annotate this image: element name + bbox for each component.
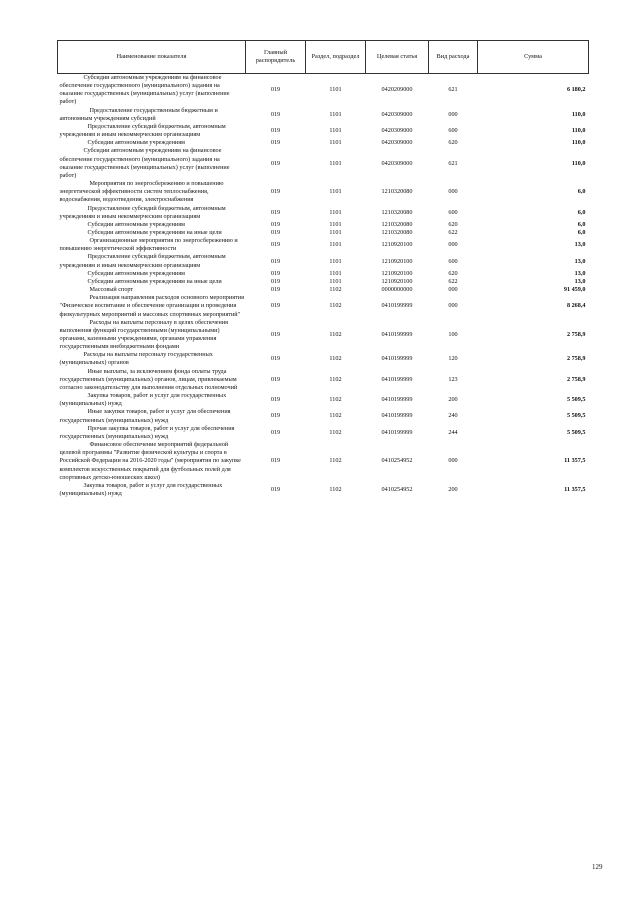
cell-sum: 8 268,4: [566, 302, 586, 310]
cell-admin: 019: [270, 375, 281, 383]
cell-section: 1101: [329, 228, 342, 236]
cell-name: Реализация направления расходов основного мероприятия "Физическое воспитание и обеспечение организации и проведения физкультурных мероприятий и массовых спортивных мероприятий": [59, 294, 244, 318]
cell-sum: 13,0: [574, 241, 586, 249]
cell-target: 1210320080: [381, 228, 413, 236]
cell-admin: 019: [270, 355, 281, 363]
cell-target: 0410199999: [381, 355, 413, 363]
cell-section: 1101: [329, 257, 342, 265]
cell-section: 1101: [329, 86, 342, 94]
table-row: [58, 139, 589, 147]
table-row: [58, 74, 589, 107]
table-row: [58, 441, 589, 482]
cell-admin: 019: [270, 241, 281, 249]
cell-expense: 000: [448, 286, 458, 294]
cell-expense: 000: [448, 457, 458, 465]
cell-sum: 13,0: [574, 269, 586, 277]
cell-target: 1210920100: [381, 277, 413, 285]
cell-name: Субсидии автономным учреждениям на финансовое обеспечение государственного (муниципального) задания на оказание государственных (муниципальных) услуг (выполнение работ): [59, 147, 230, 179]
cell-section: 1102: [329, 457, 342, 465]
cell-admin: 019: [270, 208, 281, 216]
cell-section: 1102: [329, 330, 342, 338]
cell-section: 1102: [329, 355, 342, 363]
cell-target: 0420309000: [381, 110, 413, 118]
table-row: [58, 351, 589, 367]
cell-section: 1101: [329, 208, 342, 216]
cell-target: 0410199999: [381, 412, 413, 420]
cell-admin: 019: [270, 139, 281, 147]
cell-admin: 019: [270, 269, 281, 277]
cell-name: Субсидии автономным учреждениям на финансовое обеспечение государственного (муниципального) задания на оказание государственных (муниципальных) услуг (выполнение работ): [59, 74, 230, 106]
cell-section: 1101: [329, 139, 342, 147]
cell-admin: 019: [270, 220, 281, 228]
cell-expense: 200: [448, 485, 458, 493]
cell-target: 1210320080: [381, 220, 413, 228]
table-row: [58, 286, 589, 294]
cell-name: Расходы на выплаты персоналу в целях обеспечения выполнения функций государственными (муниципальными) органами, казенными учреждениями, органами управления государственными внебюджетными фондами: [59, 318, 229, 351]
table-row: [58, 253, 589, 269]
cell-admin: 019: [270, 330, 281, 338]
cell-admin: 019: [270, 396, 281, 404]
table-row: [58, 278, 589, 286]
table-row: [58, 147, 589, 180]
cell-sum: 11 357,5: [564, 485, 586, 493]
cell-section: 1101: [329, 159, 342, 167]
cell-name: Прочая закупка товаров, работ и услуг для обеспечения государственных (муниципальных) нужд: [59, 424, 235, 440]
cell-name: Закупка товаров, работ и услуг для государственных (муниципальных) нужд: [59, 481, 223, 497]
cell-sum: 110,0: [571, 139, 586, 147]
cell-section: 1102: [329, 375, 342, 383]
cell-target: 1210320080: [381, 208, 413, 216]
cell-expense: 120: [448, 355, 458, 363]
cell-section: 1102: [329, 485, 342, 493]
cell-expense: 620: [448, 269, 458, 277]
budget-table: [57, 40, 589, 498]
table-row: [58, 229, 589, 237]
cell-sum: 5 509,5: [566, 396, 586, 404]
cell-expense: 620: [448, 220, 458, 228]
table-header-row: [58, 41, 589, 74]
header-name: Наименование показателя: [58, 41, 246, 74]
cell-admin: 019: [270, 188, 281, 196]
cell-sum: 6,0: [577, 228, 586, 236]
cell-target: 0420309000: [381, 159, 413, 167]
cell-section: 1102: [329, 412, 342, 420]
cell-name: Предоставление субсидий бюджетным, автономным учреждениям и иным некоммерческим организациям: [59, 204, 226, 220]
cell-expense: 600: [448, 127, 458, 135]
cell-target: 0410199999: [381, 428, 413, 436]
cell-admin: 019: [270, 457, 281, 465]
cell-target: 1210920100: [381, 269, 413, 277]
cell-name: Закупка товаров, работ и услуг для государственных (муниципальных) нужд: [59, 392, 227, 408]
cell-name: Финансовое обеспечение мероприятий федеральной целевой программы "Развитие физической культуры и спорта в Российской Федерации на 2016-2020 годы" (мероприятия по закупке комплектов искусственных покрытий для футбольных полей для спортивных детско-юношеских школ): [59, 441, 241, 481]
cell-admin: 019: [270, 485, 281, 493]
cell-target: 0410254952: [381, 457, 413, 465]
cell-expense: 000: [448, 241, 458, 249]
cell-target: 0420209000: [381, 86, 413, 94]
cell-expense: 240: [448, 412, 458, 420]
cell-section: 1101: [329, 220, 342, 228]
cell-target: 0420309000: [381, 139, 413, 147]
cell-section: 1102: [329, 286, 342, 294]
table-row: [58, 408, 589, 424]
cell-sum: 6 180,2: [566, 86, 586, 94]
cell-target: 0410199999: [381, 330, 413, 338]
cell-target: 1210920100: [381, 241, 413, 249]
table-row: [58, 107, 589, 123]
cell-admin: 019: [270, 257, 281, 265]
cell-sum: 91 459,0: [563, 286, 586, 294]
cell-admin: 019: [270, 159, 281, 167]
table-row: [58, 294, 589, 318]
cell-expense: 000: [448, 110, 458, 118]
header-section: Раздел, подраздел: [306, 41, 366, 74]
cell-name: Организационные мероприятия по энергосбережению и повышению энергетической эффективности: [59, 237, 238, 253]
table-row: [58, 180, 589, 204]
cell-expense: 622: [448, 228, 458, 236]
cell-target: 0000000000: [381, 286, 413, 294]
cell-section: 1101: [329, 188, 342, 196]
cell-sum: 11 357,5: [564, 457, 586, 465]
cell-name: Иные выплаты, за исключением фонда оплаты труда государственных (муниципальных) органов, лицам, привлекаемым согласно законодательству для выполнения отдельных полномочий: [59, 367, 238, 391]
table-row: [58, 482, 589, 498]
cell-expense: 621: [448, 159, 458, 167]
table-row: [58, 425, 589, 441]
cell-target: 0410199999: [381, 396, 413, 404]
cell-name: Иные закупки товаров, работ и услуг для обеспечения государственных (муниципальных) нужд: [59, 408, 231, 424]
cell-name: Субсидии автономным учреждениям на иные цели: [87, 277, 222, 285]
table-row: [58, 368, 589, 392]
cell-admin: 019: [270, 127, 281, 135]
cell-admin: 019: [270, 286, 281, 294]
cell-target: 0410199999: [381, 375, 413, 383]
cell-expense: 621: [448, 86, 458, 94]
cell-name: Мероприятия по энергосбережению и повышению энергетической эффективности систем теплоснабжения, водоснабжения, водоотведения, электроснабжения: [59, 180, 224, 204]
cell-expense: 123: [448, 375, 458, 383]
header-admin: Главный распорядитель: [246, 41, 306, 74]
cell-sum: 5 509,5: [566, 428, 586, 436]
cell-admin: 019: [270, 110, 281, 118]
cell-target: 1210320080: [381, 188, 413, 196]
cell-sum: 110,0: [571, 159, 586, 167]
cell-expense: 622: [448, 277, 458, 285]
table-row: [58, 221, 589, 229]
cell-section: 1101: [329, 277, 342, 285]
cell-sum: 6,0: [577, 220, 586, 228]
cell-expense: 244: [448, 428, 458, 436]
page-number: 129: [592, 863, 603, 871]
cell-admin: 019: [270, 412, 281, 420]
cell-expense: 600: [448, 208, 458, 216]
cell-expense: 620: [448, 139, 458, 147]
cell-name: Массовый спорт: [89, 286, 134, 294]
budget-table-page: [57, 40, 588, 498]
cell-section: 1101: [329, 127, 342, 135]
cell-target: 0410254952: [381, 485, 413, 493]
cell-section: 1101: [329, 110, 342, 118]
table-row: [58, 237, 589, 253]
cell-sum: 6,0: [577, 208, 586, 216]
cell-sum: 2 758,9: [566, 330, 586, 338]
header-expense: Вид расхода: [429, 41, 478, 74]
cell-name: Субсидии автономным учреждениям: [87, 269, 185, 277]
cell-name: Субсидии автономным учреждениям: [87, 139, 185, 147]
cell-sum: 13,0: [574, 277, 586, 285]
table-row: [58, 270, 589, 278]
cell-name: Расходы на выплаты персоналу государственных (муниципальных) органов: [59, 351, 213, 367]
cell-target: 0410199999: [381, 302, 413, 310]
cell-sum: 2 758,9: [566, 355, 586, 363]
cell-name: Субсидии автономным учреждениям на иные цели: [87, 228, 222, 236]
cell-expense: 600: [448, 257, 458, 265]
cell-target: 1210920100: [381, 257, 413, 265]
table-row: [58, 123, 589, 139]
cell-expense: 100: [448, 330, 458, 338]
cell-expense: 000: [448, 188, 458, 196]
cell-expense: 000: [448, 302, 458, 310]
table-row: [58, 319, 589, 352]
cell-sum: 110,0: [571, 127, 586, 135]
cell-sum: 5 509,5: [566, 412, 586, 420]
cell-name: Предоставление государственным бюджетным и автономным учреждениям субсидий: [59, 106, 218, 122]
cell-name: Субсидии автономным учреждениям: [87, 220, 185, 228]
cell-name: Предоставление субсидий бюджетным, автономным учреждениям и иным некоммерческим организациям: [59, 122, 226, 139]
cell-admin: 019: [270, 228, 281, 236]
cell-admin: 019: [270, 428, 281, 436]
header-target: Целевая статья: [366, 41, 429, 74]
cell-admin: 019: [270, 277, 281, 285]
cell-admin: 019: [270, 86, 281, 94]
cell-admin: 019: [270, 302, 281, 310]
cell-target: 0420309000: [381, 127, 413, 135]
cell-sum: 2 758,9: [566, 375, 586, 383]
table-row: [58, 205, 589, 221]
cell-section: 1102: [329, 302, 342, 310]
header-sum: Сумма: [478, 41, 589, 74]
cell-expense: 200: [448, 396, 458, 404]
cell-sum: 13,0: [574, 257, 586, 265]
cell-section: 1101: [329, 269, 342, 277]
cell-section: 1102: [329, 428, 342, 436]
table-row: [58, 392, 589, 408]
cell-section: 1102: [329, 396, 342, 404]
cell-section: 1101: [329, 241, 342, 249]
cell-sum: 110,0: [571, 110, 586, 118]
cell-name: Предоставление субсидий бюджетным, автономным учреждениям и иным некоммерческим организациям: [59, 253, 226, 269]
cell-sum: 6,0: [577, 188, 586, 196]
